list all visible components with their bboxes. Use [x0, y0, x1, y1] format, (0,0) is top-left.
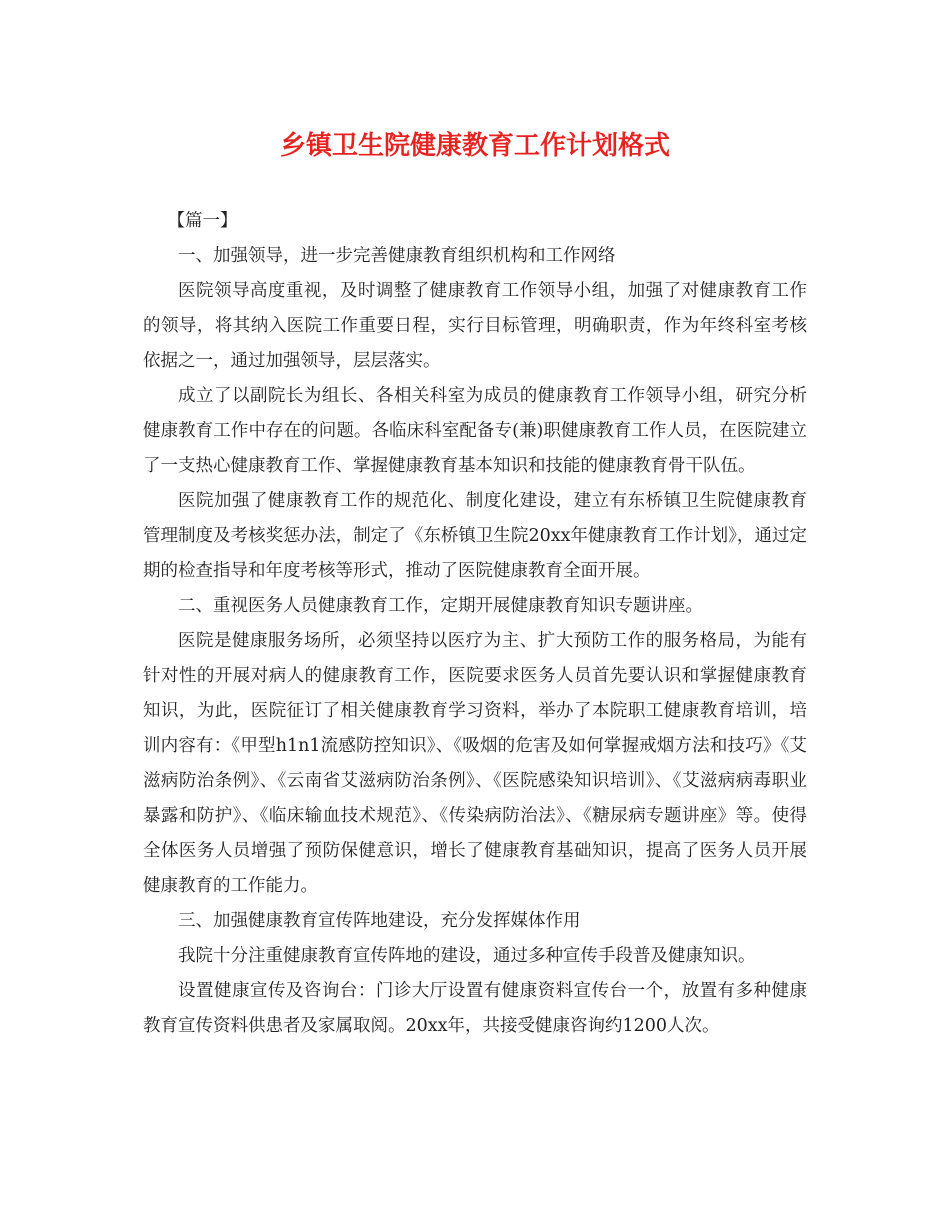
paragraph: 医院加强了健康教育工作的规范化、制度化建设，建立有东桥镇卫生院健康教育管理制度及考核奖惩办法，制定了《东桥镇卫生院20xx年健康教育工作计划》，通过定期的检查指导和年度考核等形式，推动了医院健康教育全面开展。	[143, 491, 807, 581]
document-body	[143, 204, 807, 1044]
heading-2: 二、重视医务人员健康教育工作，定期开展健康教育知识专题讲座。	[178, 596, 703, 616]
paragraph: 成立了以副院长为组长、各相关科室为成员的健康教育工作领导小组，研究分析健康教育工作中存在的问题。各临床科室配备专(兼)职健康教育工作人员，在医院建立了一支热心健康教育工作、掌握健康教育基本知识和技能的健康教育骨干队伍。	[143, 386, 807, 476]
paragraph: 医院领导高度重视，及时调整了健康教育工作领导小组，加强了对健康教育工作的领导，将其纳入医院工作重要日程，实行目标管理，明确职责，作为年终科室考核依据之一，通过加强领导，层层落实。	[143, 281, 807, 371]
paragraph: 设置健康宣传及咨询台：门诊大厅设置有健康资料宣传台一个，放置有多种健康教育宣传资料供患者及家属取阅。20xx年，共接受健康咨询约1200人次。	[143, 981, 807, 1036]
document-title: 乡镇卫生院健康教育工作计划格式	[279, 131, 670, 161]
paragraph: 我院十分注重健康教育宣传阵地的建设，通过多种宣传手段普及健康知识。	[178, 946, 756, 966]
heading-3: 三、加强健康教育宣传阵地建设，充分发挥媒体作用	[178, 911, 581, 931]
section-label: 【篇一】	[167, 211, 238, 231]
heading-1: 一、加强领导，进一步完善健康教育组织机构和工作网络	[178, 246, 616, 266]
paragraph: 医院是健康服务场所，必须坚持以医疗为主、扩大预防工作的服务格局，为能有针对性的开展对病人的健康教育工作，医院要求医务人员首先要认识和掌握健康教育知识，为此，医院征订了相关健康教育学习资料，举办了本院职工健康教育培训，培训内容有：《甲型h1n1流感防控知识》、《吸烟的危害及如何掌握戒烟方法和技巧》《艾滋病防治条例》、《云南省艾滋病防治条例》、《医院感染知识培训》、《艾滋病病毒职业暴露和防护》、《临床输血技术规范》、《传染病防治法》、《糖尿病专题讲座》等。使得全体医务人员增强了预防保健意识，增长了健康教育基础知识，提高了医务人员开展健康教育的工作能力。	[143, 631, 807, 896]
